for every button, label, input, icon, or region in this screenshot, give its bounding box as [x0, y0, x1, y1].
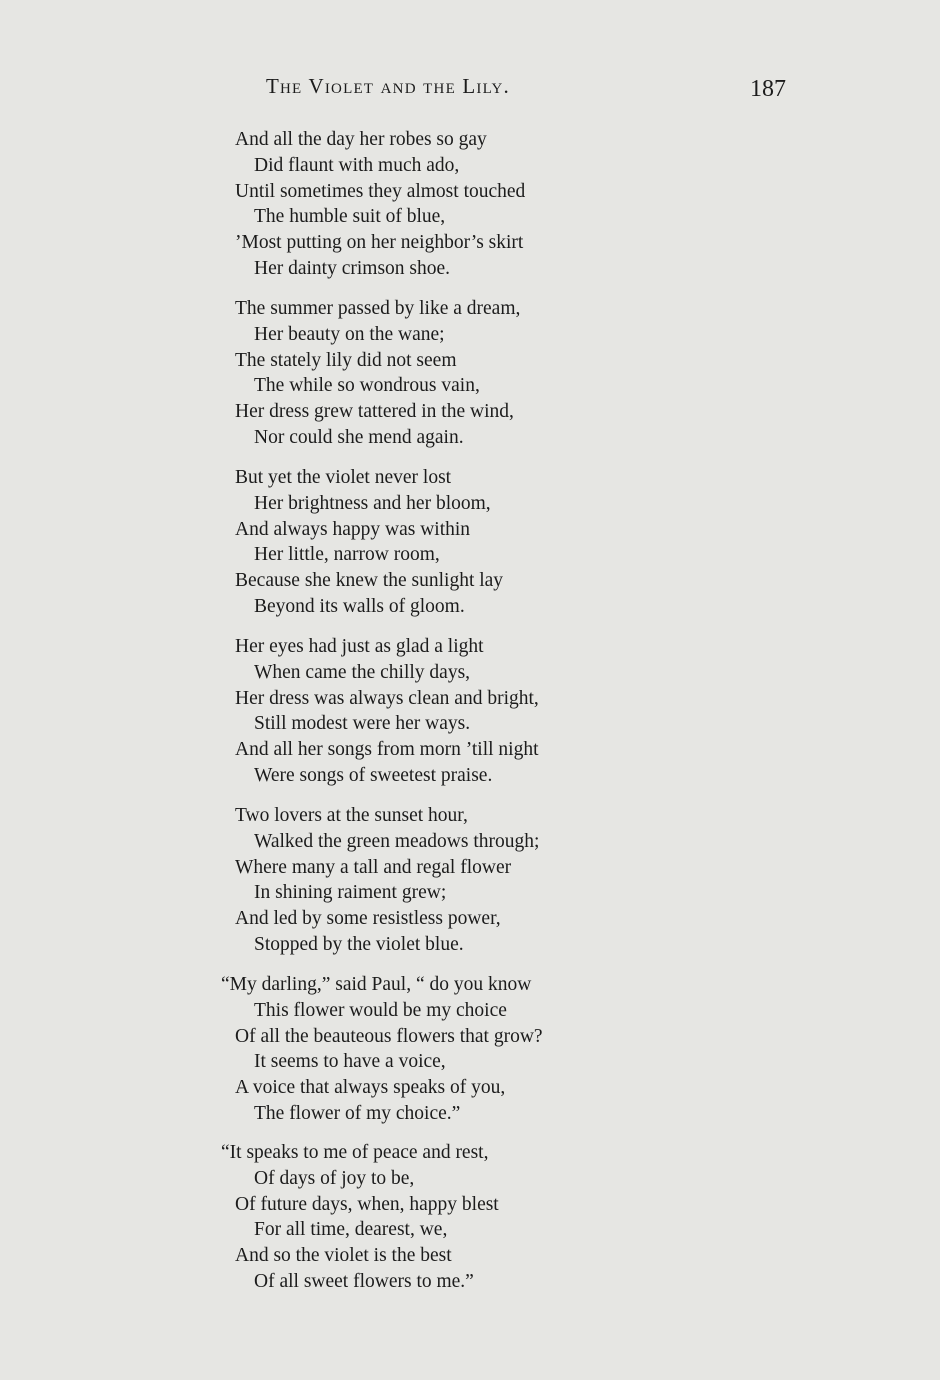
poem-line: The while so wondrous vain,: [254, 375, 480, 397]
poem-line: Were songs of sweetest praise.: [254, 765, 493, 786]
poem-line: Her brightness and her bloom,: [254, 492, 491, 514]
poem-line: ’Most putting on her neighbor’s skirt: [235, 232, 524, 254]
poem-line: Walked the green meadows through;: [254, 830, 540, 852]
poem-line: And always happy was within: [235, 518, 471, 540]
poem-line: The flower of my choice.”: [254, 1103, 461, 1124]
poem-line: When came the chilly days,: [254, 661, 471, 683]
poem-line: The humble suit of blue,: [254, 206, 446, 228]
poem-line: Her beauty on the wane;: [254, 323, 445, 345]
poem-line: And so the violet is the best: [235, 1245, 452, 1267]
poem-line: Of all sweet flowers to me.”: [254, 1271, 474, 1292]
poem-line: But yet the violet never lost: [235, 467, 452, 488]
page-number: 187: [750, 76, 786, 102]
running-title: The Violet and the Lily.: [266, 74, 510, 98]
poem-line: Still modest were her ways.: [254, 713, 471, 735]
poem-line: Her little, narrow room,: [254, 544, 440, 566]
poem-line: A voice that always speaks of you,: [235, 1077, 506, 1099]
poem-line: Of all the beauteous flowers that grow?: [235, 1025, 543, 1047]
poem-line: Of days of joy to be,: [254, 1167, 415, 1189]
poem-line: Until sometimes they almost touched: [235, 180, 526, 202]
poem-line: Of future days, when, happy blest: [235, 1193, 499, 1215]
poem-line: Nor could she mend again.: [254, 427, 464, 448]
poem-line: The summer passed by like a dream,: [235, 298, 521, 319]
page-header: [0, 74, 940, 106]
poem-line: “My darling,” said Paul, “ do you know: [221, 974, 532, 995]
poem-line: Her eyes had just as glad a light: [235, 636, 484, 657]
poem-line: The stately lily did not seem: [235, 349, 457, 371]
poem-line: This flower would be my choice: [254, 999, 507, 1021]
poem-line: Did flaunt with much ado,: [254, 154, 460, 176]
poem-line: It seems to have a voice,: [254, 1051, 446, 1073]
poem-line: Her dress was always clean and bright,: [235, 687, 539, 709]
poem-line: Because she knew the sunlight lay: [235, 570, 504, 592]
poem-line: Her dress grew tattered in the wind,: [235, 401, 514, 423]
poem-line: Two lovers at the sunset hour,: [235, 805, 468, 826]
poem-line: And all her songs from morn ’till night: [235, 739, 539, 761]
poem-line: For all time, dearest, we,: [254, 1219, 448, 1241]
poem-line: “It speaks to me of peace and rest,: [221, 1142, 489, 1163]
poem-line: And all the day her robes so gay: [235, 129, 487, 150]
poem-line: Stopped by the violet blue.: [254, 934, 464, 955]
poem-line: Where many a tall and regal flower: [235, 856, 512, 878]
poem-line: And led by some resistless power,: [235, 908, 501, 930]
poem-line: Her dainty crimson shoe.: [254, 258, 451, 279]
poem-line: Beyond its walls of gloom.: [254, 596, 465, 617]
poem-line: In shining raiment grew;: [254, 882, 447, 904]
